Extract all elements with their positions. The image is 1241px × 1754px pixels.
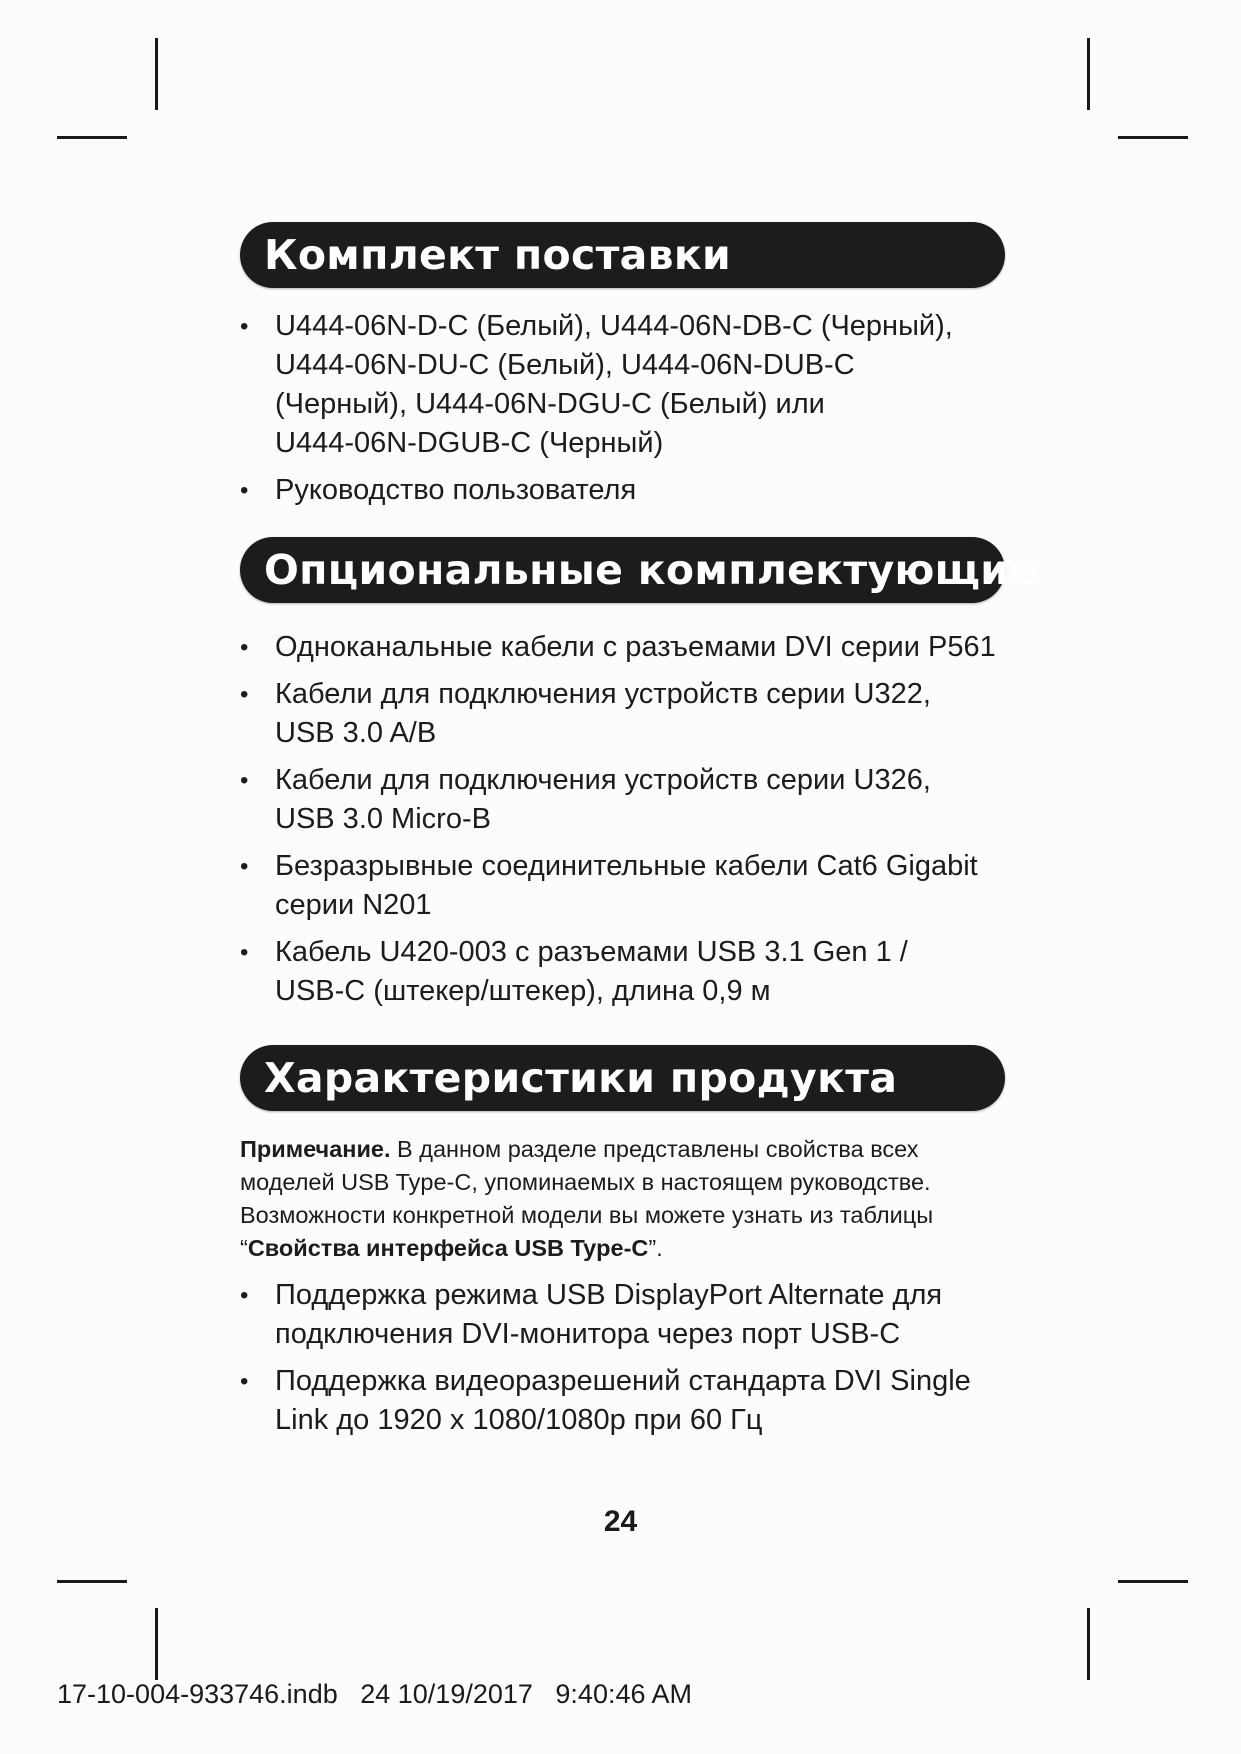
bullet: •	[240, 681, 249, 708]
list-item	[240, 933, 1010, 1011]
section-title-contents: Комплект поставки	[264, 231, 732, 279]
crop-mark-top-right-horizontal	[1118, 136, 1188, 139]
list-item	[240, 1276, 1010, 1354]
list-item-line: USB 3.0 A/B	[275, 717, 437, 749]
section-header-contents	[240, 222, 1005, 288]
bullet: •	[240, 853, 249, 880]
list-item	[240, 307, 1010, 463]
page-number: 24	[603, 1505, 638, 1538]
crop-mark-bottom-right-horizontal	[1118, 1580, 1188, 1583]
bullet: •	[240, 939, 249, 966]
bullet: •	[240, 767, 249, 794]
section-header-optional	[240, 537, 1038, 603]
list-item	[240, 1362, 1010, 1440]
bullet: •	[240, 1282, 249, 1309]
crop-mark-bottom-left-vertical	[155, 1608, 158, 1680]
features-note	[240, 1133, 1010, 1265]
bullet: •	[240, 313, 249, 340]
note-quote-open: “	[240, 1235, 248, 1261]
list-item-line: (Черный), U444-06N-DGU-C (Белый) или	[275, 388, 825, 420]
note-text: В данном разделе представлены свойства всех моделей USB Type-C, упоминаемых в настоящем руководстве. Возможности конкретной модели вы можете узнать из таблицы	[240, 1136, 934, 1228]
crop-mark-top-left-vertical	[155, 38, 158, 110]
bullet: •	[240, 634, 249, 661]
list-item-line: Кабели для подключения устройств серии U322,	[275, 678, 931, 710]
list-item-line: серии N201	[275, 889, 432, 921]
list-item-line: Руководство пользователя	[275, 474, 637, 506]
crop-mark-top-right-vertical	[1087, 38, 1090, 110]
note-reference: Свойства интерфейса USB Type-C	[247, 1235, 649, 1261]
print-slug: 17-10-004-933746.indb 24 10/19/2017 9:40:46 AM	[57, 1679, 693, 1709]
list-item-line: Поддержка видеоразрешений стандарта DVI Single	[275, 1365, 971, 1397]
list-item-line: Кабели для подключения устройств серии U326,	[275, 764, 931, 796]
list-item-line: подключения DVI-монитора через порт USB-C	[275, 1318, 901, 1350]
list-item-line: Кабель U420-003 с разъемами USB 3.1 Gen 1 /	[275, 936, 908, 968]
list-item	[240, 628, 1010, 667]
note-quote-close: ”.	[648, 1235, 663, 1261]
list-item-line: USB-C (штекер/штекер), длина 0,9 м	[275, 975, 771, 1007]
section-title-features: Характеристики продукта	[264, 1054, 898, 1102]
section-title-optional: Опциональные комплектующие	[264, 546, 1038, 594]
list-item-line: U444-06N-DGUB-C (Черный)	[275, 427, 664, 459]
list-item-line: Одноканальные кабели с разъемами DVI серии P561	[275, 631, 996, 663]
list-item	[240, 761, 1010, 839]
contents-list	[240, 307, 1010, 518]
bullet: •	[240, 1368, 249, 1395]
crop-mark-bottom-left-horizontal	[57, 1580, 127, 1583]
list-item-line: Поддержка режима USB DisplayPort Alternate для	[275, 1279, 943, 1311]
list-item	[240, 847, 1010, 925]
bullet: •	[240, 477, 249, 504]
list-item-line: U444-06N-D-C (Белый), U444-06N-DB-C (Черный),	[275, 310, 953, 342]
optional-list	[240, 628, 1010, 1019]
crop-mark-top-left-horizontal	[57, 136, 127, 139]
list-item	[240, 675, 1010, 753]
list-item-line: Безразрывные соединительные кабели Cat6 Gigabit	[275, 850, 978, 882]
features-list	[240, 1276, 1010, 1448]
crop-mark-bottom-right-vertical	[1087, 1608, 1090, 1680]
list-item-line: USB 3.0 Micro-B	[275, 803, 491, 835]
section-header-features	[240, 1045, 1005, 1111]
list-item-line: Link до 1920 x 1080/1080p при 60 Гц	[275, 1404, 763, 1436]
list-item	[240, 471, 1010, 510]
note-label: Примечание.	[240, 1136, 391, 1162]
list-item-line: U444-06N-DU-C (Белый), U444-06N-DUB-C	[275, 349, 855, 381]
